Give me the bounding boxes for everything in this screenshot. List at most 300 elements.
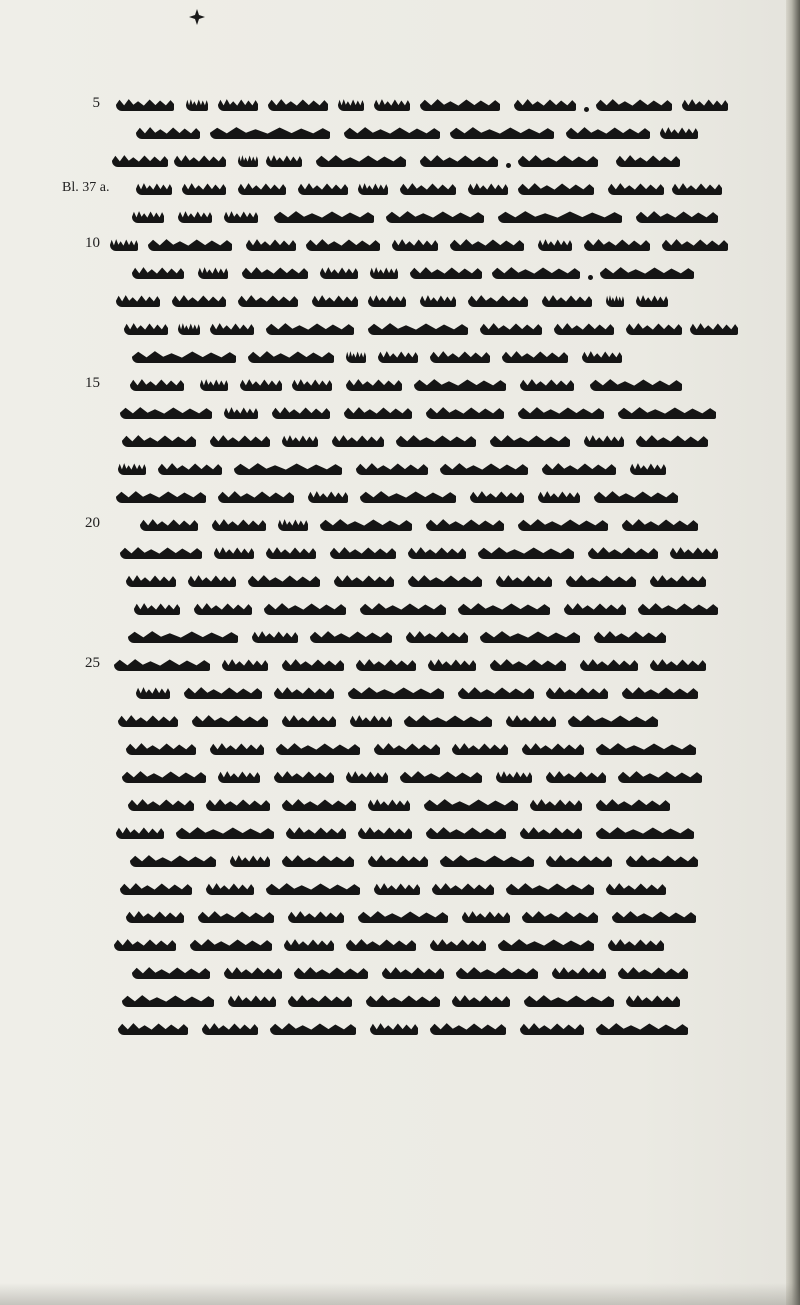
- syriac-word: [282, 797, 356, 811]
- text-line: [106, 761, 782, 791]
- syriac-word: [588, 545, 658, 559]
- syriac-word: [458, 601, 550, 615]
- syriac-word: [638, 601, 718, 615]
- syriac-word: [622, 685, 698, 699]
- syriac-word: [590, 377, 682, 391]
- syriac-word: [116, 293, 160, 307]
- syriac-word: [426, 825, 506, 839]
- text-line: [106, 789, 782, 819]
- syriac-word: [432, 881, 494, 895]
- syriac-word: [450, 237, 524, 251]
- syriac-word: [506, 163, 511, 168]
- syriac-word: [268, 97, 328, 111]
- syriac-word: [230, 853, 270, 867]
- syriac-word: [278, 517, 308, 531]
- syriac-word: [218, 489, 294, 503]
- syriac-word: [126, 741, 196, 755]
- syriac-word: [370, 265, 398, 279]
- syriac-word: [518, 181, 594, 195]
- syriac-word: [374, 881, 420, 895]
- syriac-word: [462, 909, 510, 923]
- syriac-word: [368, 853, 428, 867]
- syriac-word: [636, 293, 668, 307]
- syriac-word: [600, 265, 694, 279]
- text-line: [106, 201, 782, 231]
- syriac-word: [608, 181, 664, 195]
- syriac-word: [430, 1021, 506, 1035]
- syriac-word: [480, 629, 580, 643]
- text-line: [106, 285, 782, 315]
- syriac-word: [188, 573, 236, 587]
- syriac-word: [116, 489, 206, 503]
- syriac-word: [426, 405, 504, 419]
- syriac-word: [518, 405, 604, 419]
- syriac-word: [130, 377, 184, 391]
- syriac-word: [274, 769, 334, 783]
- syriac-word: [140, 517, 198, 531]
- syriac-word: [126, 573, 176, 587]
- syriac-word: [626, 321, 682, 335]
- syriac-word: [358, 825, 412, 839]
- syriac-word: [546, 853, 612, 867]
- syriac-word: [430, 937, 486, 951]
- syriac-word: [210, 321, 254, 335]
- syriac-word: [386, 209, 484, 223]
- text-line: [106, 453, 782, 483]
- syriac-word: [470, 489, 524, 503]
- syriac-word: [582, 349, 622, 363]
- syriac-word: [378, 349, 418, 363]
- syriac-word: [120, 881, 192, 895]
- syriac-word: [210, 741, 264, 755]
- text-line: [106, 1013, 782, 1043]
- text-line: [106, 117, 782, 147]
- syriac-word: [612, 909, 696, 923]
- syriac-word: [246, 237, 296, 251]
- syriac-word: [266, 881, 360, 895]
- syriac-word: [334, 573, 394, 587]
- syriac-word: [458, 685, 534, 699]
- syriac-word: [198, 909, 274, 923]
- syriac-word: [118, 1021, 188, 1035]
- syriac-word: [120, 545, 202, 559]
- syriac-word: [420, 153, 498, 167]
- text-line: [106, 593, 782, 623]
- syriac-word: [248, 349, 334, 363]
- syriac-word: [132, 965, 210, 979]
- syriac-word: [118, 713, 178, 727]
- syriac-word: [212, 517, 266, 531]
- syriac-word: [202, 1021, 258, 1035]
- syriac-word: [584, 237, 650, 251]
- syriac-word: [282, 853, 354, 867]
- syriac-word: [238, 153, 258, 167]
- syriac-word: [284, 937, 334, 951]
- syriac-word: [522, 909, 598, 923]
- syriac-word: [148, 237, 232, 251]
- syriac-word: [506, 881, 594, 895]
- syriac-word: [490, 657, 566, 671]
- syriac-word: [414, 377, 506, 391]
- syriac-word: [404, 713, 492, 727]
- syriac-word: [214, 545, 254, 559]
- syriac-word: [136, 125, 200, 139]
- syriac-word: [338, 97, 364, 111]
- text-line: [106, 341, 782, 371]
- syriac-word: [530, 797, 582, 811]
- syriac-word: [252, 629, 298, 643]
- syriac-word: [122, 993, 214, 1007]
- syriac-word: [514, 97, 576, 111]
- syriac-word: [206, 797, 270, 811]
- syriac-word: [506, 713, 556, 727]
- syriac-word: [606, 293, 624, 307]
- syriac-word: [358, 181, 388, 195]
- syriac-word: [546, 685, 608, 699]
- syriac-word: [198, 265, 228, 279]
- syriac-word: [496, 769, 532, 783]
- syriac-word: [288, 993, 352, 1007]
- syriac-word: [440, 853, 534, 867]
- syriac-word: [426, 517, 504, 531]
- text-line: [106, 481, 782, 511]
- syriac-word: [440, 461, 528, 475]
- syriac-word: [368, 797, 410, 811]
- text-line: [106, 565, 782, 595]
- syriac-word: [240, 377, 282, 391]
- syriac-word: [136, 181, 172, 195]
- syriac-word: [174, 153, 226, 167]
- syriac-word: [360, 601, 446, 615]
- syriac-word: [468, 181, 508, 195]
- syriac-word: [344, 125, 440, 139]
- text-line: [106, 89, 782, 119]
- syriac-word: [554, 321, 614, 335]
- text-line: [106, 677, 782, 707]
- syriac-word: [294, 965, 368, 979]
- text-line: [106, 369, 782, 399]
- line-number: 25: [85, 655, 100, 671]
- text-line: [106, 621, 782, 651]
- syriac-word: [450, 125, 554, 139]
- syriac-word: [132, 265, 184, 279]
- syriac-word: [310, 629, 392, 643]
- syriac-word: [266, 321, 354, 335]
- syriac-word: [524, 993, 614, 1007]
- syriac-word: [286, 825, 346, 839]
- syriac-word: [682, 97, 728, 111]
- syriac-word: [552, 965, 606, 979]
- syriac-word: [522, 741, 584, 755]
- text-line: [106, 173, 782, 203]
- syriac-word: [320, 265, 358, 279]
- syriac-word: [566, 125, 650, 139]
- syriac-word: [630, 461, 666, 475]
- syriac-word: [596, 797, 670, 811]
- syriac-word: [312, 293, 358, 307]
- text-line: [106, 873, 782, 903]
- syriac-word: [424, 797, 518, 811]
- syriac-word: [374, 97, 410, 111]
- syriac-word: [616, 153, 680, 167]
- syriac-word: [346, 377, 402, 391]
- syriac-word: [408, 573, 482, 587]
- syriac-word: [408, 545, 466, 559]
- syriac-word: [596, 1021, 688, 1035]
- syriac-word: [502, 349, 568, 363]
- syriac-word: [282, 657, 344, 671]
- text-line: [106, 425, 782, 455]
- syriac-word: [346, 769, 388, 783]
- syriac-word: [228, 993, 276, 1007]
- text-line: [106, 313, 782, 343]
- syriac-word: [282, 713, 336, 727]
- syriac-word: [588, 275, 593, 280]
- text-line: [106, 257, 782, 287]
- syriac-word: [456, 965, 538, 979]
- syriac-word: [248, 573, 320, 587]
- syriac-word: [580, 657, 638, 671]
- syriac-word: [366, 993, 440, 1007]
- syriac-word: [496, 573, 552, 587]
- text-line: [106, 229, 782, 259]
- syriac-word: [224, 209, 258, 223]
- syriac-word: [270, 1021, 356, 1035]
- syriac-word: [224, 405, 258, 419]
- syriac-word: [410, 265, 482, 279]
- syriac-word: [200, 377, 228, 391]
- syriac-word: [306, 237, 380, 251]
- syriac-word: [266, 545, 316, 559]
- syriac-word: [282, 433, 318, 447]
- syriac-word: [218, 97, 258, 111]
- syriac-word: [542, 293, 592, 307]
- syriac-word: [132, 349, 236, 363]
- text-line: [106, 397, 782, 427]
- syriac-word: [274, 209, 374, 223]
- syriac-word: [266, 153, 302, 167]
- syriac-word: [242, 265, 308, 279]
- syriac-word: [480, 321, 542, 335]
- syriac-word: [670, 545, 718, 559]
- syriac-word: [288, 909, 344, 923]
- syriac-word: [618, 965, 688, 979]
- syriac-word: [206, 881, 254, 895]
- syriac-word: [320, 517, 412, 531]
- syriac-word: [370, 1021, 418, 1035]
- syriac-word: [272, 405, 330, 419]
- text-line: [106, 509, 782, 539]
- syriac-word: [368, 321, 468, 335]
- syriac-word: [420, 97, 500, 111]
- syriac-word: [330, 545, 396, 559]
- line-number: 15: [85, 375, 100, 391]
- syriac-word: [618, 769, 702, 783]
- syriac-word: [452, 741, 508, 755]
- syriac-word: [124, 321, 168, 335]
- text-line: [106, 901, 782, 931]
- syriac-word: [626, 853, 698, 867]
- syriac-word: [468, 293, 528, 307]
- syriac-word: [126, 909, 184, 923]
- syriac-word: [662, 237, 728, 251]
- syriac-word: [594, 629, 666, 643]
- line-number: 10: [85, 235, 100, 251]
- syriac-word: [136, 685, 170, 699]
- syriac-word: [234, 461, 342, 475]
- syriac-word: [116, 97, 174, 111]
- syriac-word: [210, 433, 270, 447]
- folio-reference: Bl. 37 a.: [62, 180, 110, 195]
- syriac-word: [568, 713, 658, 727]
- syriac-word: [116, 825, 164, 839]
- syriac-word: [158, 461, 222, 475]
- syriac-word: [194, 601, 252, 615]
- syriac-word: [608, 937, 664, 951]
- syriac-word: [356, 657, 416, 671]
- syriac-word: [316, 153, 406, 167]
- syriac-word: [636, 433, 708, 447]
- syriac-word: [400, 181, 456, 195]
- syriac-word: [128, 797, 194, 811]
- syriac-word: [222, 657, 268, 671]
- syriac-word: [356, 461, 428, 475]
- syriac-word: [224, 965, 282, 979]
- syriac-word: [132, 209, 164, 223]
- syriac-word: [428, 657, 476, 671]
- syriac-word: [538, 489, 580, 503]
- syriac-word: [518, 153, 598, 167]
- text-line: [106, 817, 782, 847]
- syriac-word: [660, 125, 698, 139]
- text-line: [106, 957, 782, 987]
- syriac-word: [566, 573, 636, 587]
- syriac-word: [276, 741, 360, 755]
- syriac-word: [584, 433, 624, 447]
- text-line: [106, 537, 782, 567]
- page-bottom-shadow: [0, 1283, 800, 1305]
- syriac-word: [498, 209, 622, 223]
- syriac-word: [622, 517, 698, 531]
- syriac-word: [606, 881, 666, 895]
- syriac-word: [182, 181, 226, 195]
- syriac-word: [420, 293, 456, 307]
- syriac-word: [332, 433, 384, 447]
- syriac-word: [518, 517, 608, 531]
- syriac-word: [114, 657, 210, 671]
- syriac-word: [350, 713, 392, 727]
- syriac-word: [538, 237, 572, 251]
- text-line: [106, 733, 782, 763]
- syriac-word: [346, 937, 416, 951]
- text-line: [106, 145, 782, 175]
- syriac-word: [344, 405, 412, 419]
- syriac-word: [360, 489, 456, 503]
- syriac-word: [186, 97, 208, 111]
- syriac-word: [596, 97, 672, 111]
- syriac-word: [690, 321, 738, 335]
- syriac-word: [498, 937, 594, 951]
- syriac-word: [636, 209, 718, 223]
- syriac-word: [172, 293, 226, 307]
- syriac-word: [382, 965, 444, 979]
- text-line: [106, 845, 782, 875]
- syriac-word: [650, 657, 706, 671]
- syriac-word: [128, 629, 238, 643]
- syriac-word: [274, 685, 334, 699]
- syriac-word: [292, 377, 332, 391]
- syriac-word: [584, 107, 589, 112]
- syriac-word: [192, 713, 268, 727]
- syriac-word: [452, 993, 510, 1007]
- syriac-word: [650, 573, 706, 587]
- syriac-word: [122, 769, 206, 783]
- syriac-word: [114, 937, 176, 951]
- text-line: [106, 705, 782, 735]
- syriac-word: [176, 825, 274, 839]
- syriac-word: [238, 181, 286, 195]
- syriac-word: [618, 405, 716, 419]
- syriac-word: [134, 601, 180, 615]
- syriac-word: [218, 769, 260, 783]
- syriac-word: [112, 153, 168, 167]
- syriac-word: [596, 741, 696, 755]
- line-number: 20: [85, 515, 100, 531]
- text-line: [106, 649, 782, 679]
- syriac-word: [400, 769, 482, 783]
- syriac-word: [118, 461, 146, 475]
- syriac-word: [396, 433, 476, 447]
- syriac-word: [184, 685, 262, 699]
- syriac-word: [110, 237, 138, 251]
- line-number: 5: [92, 95, 100, 111]
- syriac-word: [178, 209, 212, 223]
- syriac-word: [392, 237, 438, 251]
- syriac-word: [346, 349, 366, 363]
- syriac-word: [478, 545, 574, 559]
- syriac-word: [120, 405, 212, 419]
- syriac-word: [358, 909, 448, 923]
- syriac-word: [130, 853, 216, 867]
- syriac-word: [264, 601, 346, 615]
- syriac-word: [520, 825, 582, 839]
- page-binding-edge: [786, 0, 800, 1305]
- syriac-word: [210, 125, 330, 139]
- syriac-word: [122, 433, 196, 447]
- syriac-word: [520, 377, 574, 391]
- syriac-word: [594, 489, 678, 503]
- syriac-word: [626, 993, 680, 1007]
- syriac-word: [430, 349, 490, 363]
- syriac-word: [492, 265, 580, 279]
- syriac-word: [520, 1021, 584, 1035]
- syriac-word: [374, 741, 440, 755]
- syriac-word: [368, 293, 406, 307]
- syriac-word: [490, 433, 570, 447]
- text-line: [106, 985, 782, 1015]
- syriac-word: [190, 937, 272, 951]
- syriac-word: [308, 489, 348, 503]
- syriac-word: [564, 601, 626, 615]
- syriac-word: [238, 293, 298, 307]
- syriac-word: [546, 769, 606, 783]
- syriac-word: [542, 461, 616, 475]
- syriac-word: [672, 181, 722, 195]
- text-line: [106, 929, 782, 959]
- syriac-word: [178, 321, 200, 335]
- syriac-word: [298, 181, 348, 195]
- syriac-word: [406, 629, 468, 643]
